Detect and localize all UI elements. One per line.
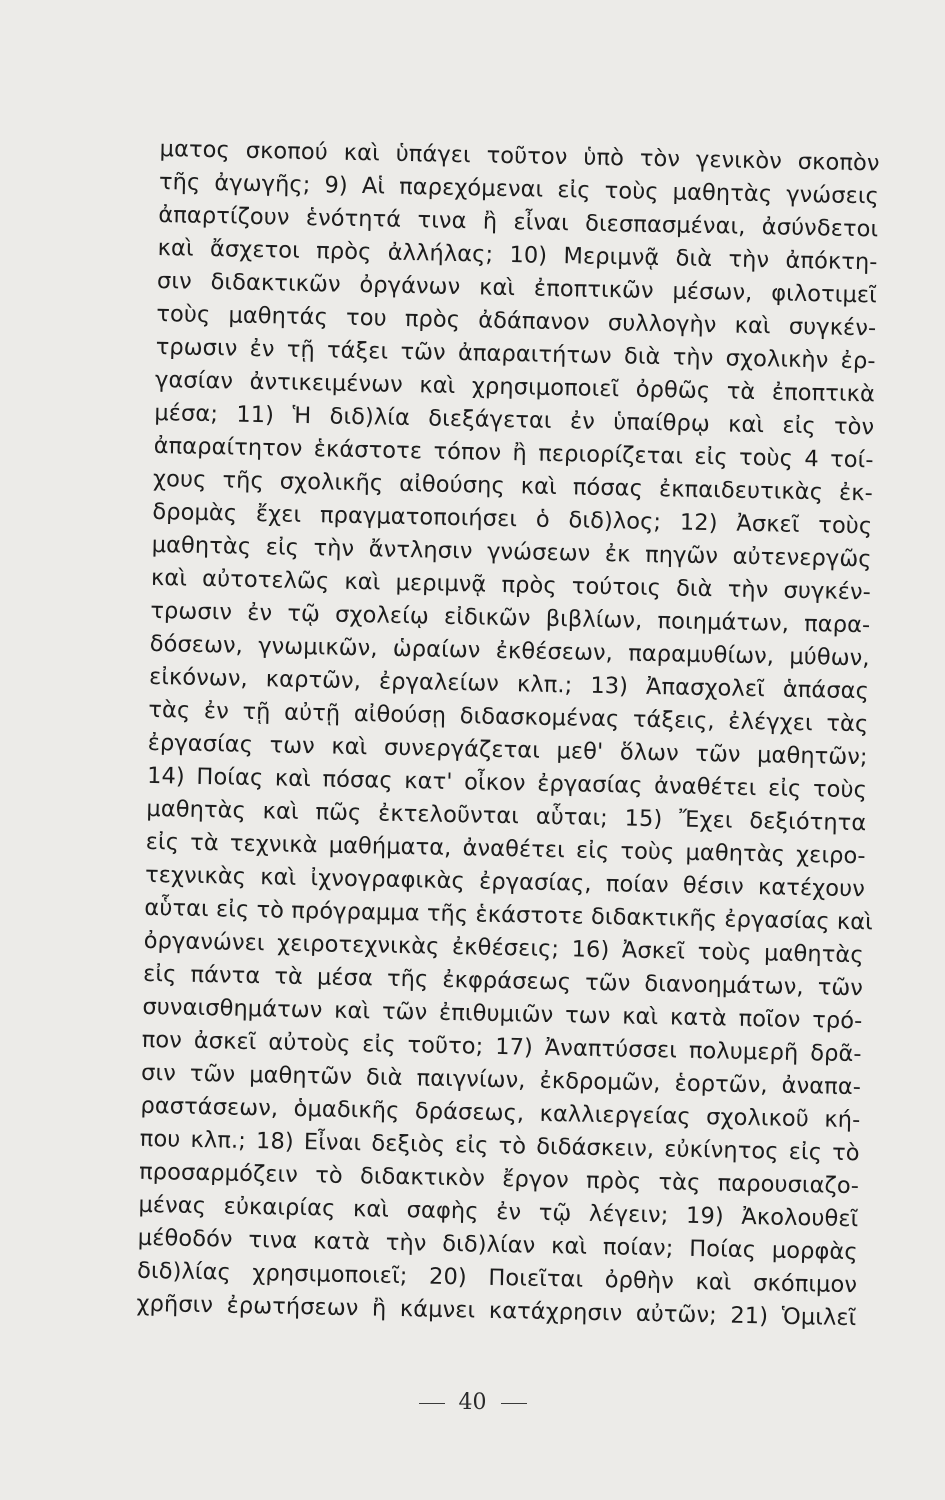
- text-line: καὶ αὐτοτελῶς καὶ μεριμνᾷ πρὸς τούτοις διὰ τὴν συγκέν-: [150, 564, 872, 606]
- text-line: μένας εὐκαιρίας καὶ σαφὴς ἐν τῷ λέγειν; 19) Ἀκολουθεῖ: [138, 1191, 859, 1233]
- right-dash: [501, 1403, 527, 1404]
- text-line: τρωσιν ἐν τῷ σχολείῳ εἰδικῶν βιβλίων, ποιημάτων, παρα-: [150, 597, 871, 639]
- text-line: προσαρμόζειν τὸ διδακτικὸν ἔργον πρὸς τὰς παρουσιαζο-: [138, 1158, 860, 1200]
- text-line: μέθοδόν τινα κατὰ τὴν διδ)λίαν καὶ ποίαν; Ποίας μορφὰς: [137, 1224, 858, 1266]
- text-line: χρῆσιν ἐρωτήσεων ἢ κάμνει κατάχρησιν αὐτῶν; 21) Ὁμιλεῖ: [136, 1290, 857, 1332]
- text-line: μαθητὰς εἰς τὴν ἄντλησιν γνώσεων ἐκ πηγῶν αὐτενεργῶς: [151, 531, 872, 573]
- text-line: που κλπ.; 18) Εἶναι δεξιὸς εἰς τὸ διδάσκειν, εὐκίνητος εἰς τὸ: [139, 1125, 860, 1167]
- text-line: δρομὰς ἔχει πραγματοποιήσει ὁ διδ)λος; 12) Ἀσκεῖ τοὺς: [152, 498, 873, 540]
- text-line: αὗται εἰς τὸ πρόγραμμα τῆς ἑκάστοτε διδακτικῆς ἐργασίας καὶ: [144, 894, 874, 936]
- text-line: καὶ ἄσχετοι πρὸς ἀλλήλας; 10) Μεριμνᾷ διὰ τὴν ἀπόκτη-: [157, 234, 878, 276]
- text-line: τεχνικὰς καὶ ἰχνογραφικὰς ἐργασίας, ποίαν θέσιν κατέχουν: [144, 861, 866, 903]
- text-line: ἐργασίας των καὶ συνεργάζεται μεθ' ὅλων τῶν μαθητῶν;: [147, 729, 868, 771]
- text-line: ἀπαρτίζουν ἑνότητά τινα ἢ εἶναι διεσπασμέναι, ἀσύνδετοι: [158, 201, 879, 243]
- text-line: τρωσιν ἐν τῇ τάξει τῶν ἀπαραιτήτων διὰ τὴν σχολικὴν ἐρ-: [155, 333, 876, 375]
- page-number-footer: [0, 1390, 945, 1415]
- text-line: ὀργανώνει χειροτεχνικὰς ἐκθέσεις; 16) Ἀσκεῖ τοὺς μαθητὰς: [143, 927, 864, 969]
- text-line: εἰς πάντα τὰ μέσα τῆς ἐκφράσεως τῶν διανοημάτων, τῶν: [142, 960, 864, 1002]
- text-line: σιν διδακτικῶν ὀργάνων καὶ ἐποπτικῶν μέσων, φιλοτιμεῖ: [156, 267, 878, 309]
- text-line: δόσεων, γνωμικῶν, ὡραίων ἐκθέσεων, παραμυθίων, μύθων,: [149, 630, 870, 672]
- page-number: 40: [458, 1390, 487, 1415]
- text-line: ματος σκοπού καὶ ὑπάγει τοῦτον ὑπὸ τὸν γενικὸν σκοπὸν: [159, 135, 880, 177]
- text-line: σιν τῶν μαθητῶν διὰ παιγνίων, ἐκδρομῶν, ἑορτῶν, ἀναπα-: [140, 1059, 862, 1101]
- left-dash: [419, 1403, 445, 1404]
- text-line: τοὺς μαθητάς του πρὸς ἀδάπανον συλλογὴν καὶ συγκέν-: [156, 300, 877, 342]
- text-line: συναισθημάτων καὶ τῶν ἐπιθυμιῶν των καὶ κατὰ ποῖον τρό-: [142, 993, 863, 1035]
- text-line: εἰς τὰ τεχνικὰ μαθήματα, ἀναθέτει εἰς τοὺς μαθητὰς χειρο-: [145, 828, 866, 870]
- text-line: ραστάσεων, ὁμαδικῆς δράσεως, καλλιεργείας σχολικοῦ κή-: [140, 1092, 861, 1134]
- text-line: τὰς ἐν τῇ αὐτῇ αἰθούσῃ διδασκομένας τάξεις, ἐλέγχει τὰς: [148, 696, 869, 738]
- text-line: μέσα; 11) Ἡ διδ)λία διεξάγεται ἐν ὑπαίθρῳ καὶ εἰς τὸν: [154, 399, 875, 441]
- text-line: μαθητὰς καὶ πῶς ἐκτελοῦνται αὗται; 15) Ἔχει δεξιότητα: [146, 795, 867, 837]
- text-line: γασίαν ἀντικειμένων καὶ χρησιμοποιεῖ ὀρθῶς τὰ ἐποπτικὰ: [154, 366, 876, 408]
- text-line: 14) Ποίας καὶ πόσας κατ' οἶκον ἐργασίας ἀναθέτει εἰς τοὺς: [146, 762, 868, 804]
- text-line: εἰκόνων, καρτῶν, ἐργαλείων κλπ.; 13) Ἀπασχολεῖ ἁπάσας: [148, 663, 870, 705]
- text-line: τῆς ἀγωγῆς; 9) Αἱ παρεχόμεναι εἰς τοὺς μαθητὰς γνώσεις: [158, 168, 880, 210]
- text-line: ἀπαραίτητον ἑκάστοτε τόπον ἢ περιορίζεται εἰς τοὺς 4 τοί-: [153, 432, 874, 474]
- text-line: διδ)λίας χρησιμοποιεῖ; 20) Ποιεῖται ὀρθὴν καὶ σκόπιμον: [136, 1257, 858, 1299]
- text-line: χους τῆς σχολικῆς αἰθούσης καὶ πόσας ἐκπαιδευτικὰς ἐκ-: [152, 465, 874, 507]
- body-text: [136, 133, 880, 1335]
- text-line: πον ἀσκεῖ αὐτοὺς εἰς τοῦτο; 17) Ἀναπτύσσει πολυμερῆ δρᾶ-: [141, 1026, 862, 1068]
